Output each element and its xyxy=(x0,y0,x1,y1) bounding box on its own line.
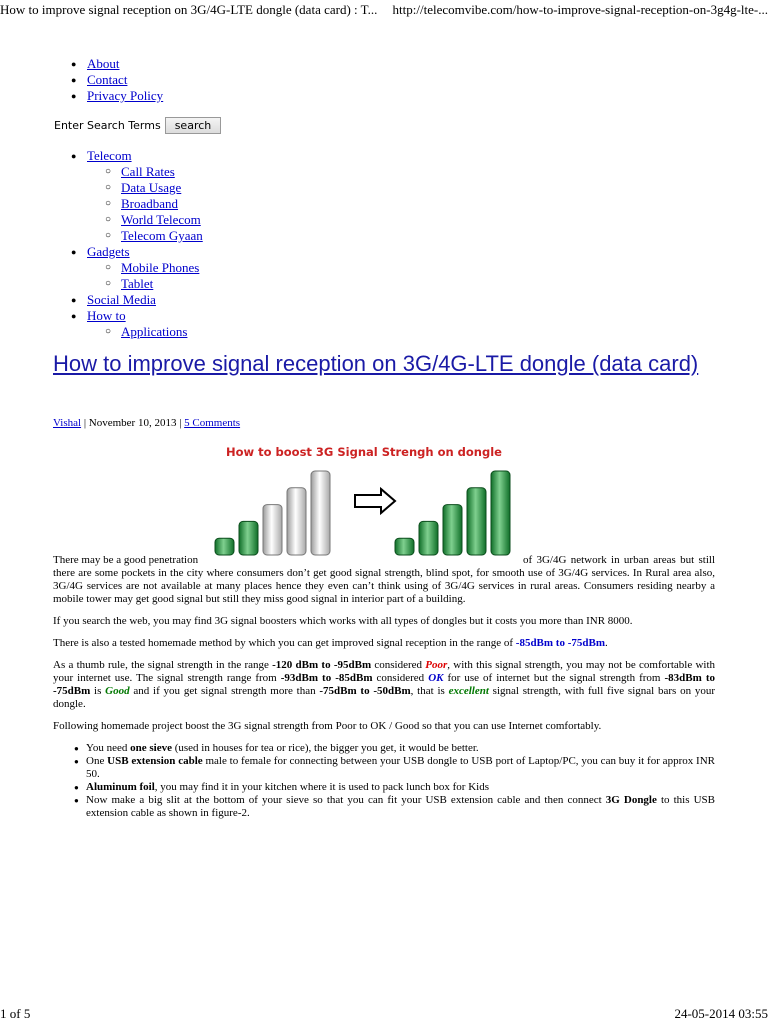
article-title[interactable]: How to improve signal reception on 3G/4G-LTE dongle (data card) xyxy=(53,351,699,376)
comments-link[interactable]: 5 Comments xyxy=(184,417,241,429)
top-link-privacy[interactable]: ● Privacy Policy xyxy=(70,88,163,104)
print-header-title: How to improve signal reception on 3G/4G-LTE dongle (data card) : T... xyxy=(0,2,378,17)
nav-subitem-call-rates[interactable]: ○ Call Rates xyxy=(104,164,203,180)
author-link[interactable]: Vishal xyxy=(53,417,82,429)
before-bar-3 xyxy=(263,505,282,555)
paragraph-2: If you search the web, you may find 3G signal boosters which works with all types of dongles but it costs you more than INR 8000. xyxy=(53,615,633,627)
before-bar-5 xyxy=(311,471,330,555)
right-arrow-icon xyxy=(355,489,395,513)
after-bar-3 xyxy=(443,505,462,555)
print-footer-page: 1 of 5 xyxy=(0,1006,31,1021)
materials-list xyxy=(53,742,715,820)
paragraph-4: As a thumb rule, the signal strength in the range -120 dBm to -95dBm considered Poor, with this signal strength, you may not be comfortable with your internet use. The signal strength range from -93dBm to -85dBm considered OK for use of internet but the signal strength from -83dBm to -75dBm is Good and if you get signal strength more than -75dBm to -50dBm, that is excellent signal strength, with full five signal bars on your dongle. xyxy=(53,659,716,710)
paragraph-5: Following homemade project boost the 3G signal strength from Poor to OK / Good so that you can use Internet comfortably. xyxy=(53,720,602,732)
p1-start: There may be a good penetration xyxy=(53,554,199,566)
before-bar-4 xyxy=(287,488,306,555)
nav-item-social-media[interactable]: ● Social Media xyxy=(70,292,203,308)
print-header-url: http://telecomvibe.com/how-to-improve-signal-reception-on-3g4g-lte-... xyxy=(392,2,768,17)
after-bar-5 xyxy=(491,471,510,555)
top-link-about[interactable]: ● About xyxy=(70,56,163,72)
paragraph-3: There is also a tested homemade method by which you can get improved signal reception in the range of -85dBm to -75dBm. xyxy=(53,637,608,649)
article-date: November 10, 2013 xyxy=(88,417,177,429)
list-item: ● You need one sieve (used in houses for tea or rice), the bigger you get, it would be better. xyxy=(86,742,715,755)
search-button[interactable]: search xyxy=(165,117,222,134)
before-bar-1 xyxy=(215,538,234,555)
ok-label: OK xyxy=(428,672,444,684)
poor-label: Poor xyxy=(425,659,448,671)
nav-item-telecom[interactable]: ● Telecom ○ Call Rates ○ Data Usage ○ Broadband ○ World Telecom ○ Telecom Gyaan xyxy=(70,148,203,244)
nav-subitem-mobile-phones[interactable]: ○ Mobile Phones xyxy=(104,260,203,276)
category-nav xyxy=(70,148,203,340)
meta-separator: | xyxy=(83,417,89,429)
nav-subitem-data-usage[interactable]: ○ Data Usage xyxy=(104,180,203,196)
range-highlight: -85dBm to -75dBm xyxy=(515,637,606,649)
paragraph-1 xyxy=(53,554,715,606)
signal-boost-figure xyxy=(205,445,523,560)
list-item: ● Aluminum foil, you may find it in your kitchen where it is used to pack lunch box for Kids xyxy=(86,781,715,794)
list-item: ● One USB extension cable male to female for connecting between your USB dongle to USB port of Laptop/PC, you can buy it for approx INR 50. xyxy=(86,755,715,781)
nav-item-gadgets[interactable]: ● Gadgets ○ Mobile Phones ○ Tablet xyxy=(70,244,203,292)
meta-separator: | xyxy=(179,417,185,429)
after-bar-1 xyxy=(395,538,414,555)
search-label: Enter Search Terms xyxy=(54,119,161,132)
signal-bars-illustration xyxy=(205,445,523,560)
figure-title: How to boost 3G Signal Strengh on dongle xyxy=(226,445,502,459)
before-bar-2 xyxy=(239,521,258,555)
p1-rest: of 3G/4G network in urban areas but still there are some pockets in the city where consumers don’t get good signal strength, blind spot, for smooth use of 3G/4G services. In Rural area also, 3G/4G services are not available at many places hence they even can’t think using of 3G/4G services in rural areas. Consumers residing nearby a mobile tower may get good signal but still they miss good signal in interior part of a building. xyxy=(53,554,715,605)
print-footer-datetime: 24-05-2014 03:55 xyxy=(674,1006,768,1021)
nav-subitem-applications[interactable]: ○ Applications xyxy=(104,324,203,340)
good-label: Good xyxy=(105,685,130,697)
after-bar-2 xyxy=(419,521,438,555)
nav-subitem-tablet[interactable]: ○ Tablet xyxy=(104,276,203,292)
nav-subitem-world-telecom[interactable]: ○ World Telecom xyxy=(104,212,203,228)
list-item: ● Now make a big slit at the bottom of your sieve so that you can fit your USB extension cable and then connect 3G Dongle to this USB extension cable as shown in figure-2. xyxy=(86,794,715,820)
top-link-contact[interactable]: ● Contact xyxy=(70,72,163,88)
search-form xyxy=(54,117,221,134)
article-meta xyxy=(53,417,240,429)
nav-subitem-telecom-gyaan[interactable]: ○ Telecom Gyaan xyxy=(104,228,203,244)
nav-subitem-broadband[interactable]: ○ Broadband xyxy=(104,196,203,212)
after-bar-4 xyxy=(467,488,486,555)
article-body xyxy=(53,554,715,820)
top-links xyxy=(70,56,163,104)
nav-item-how-to[interactable]: ● How to ○ Applications xyxy=(70,308,203,340)
excellent-label: excellent xyxy=(448,685,489,697)
